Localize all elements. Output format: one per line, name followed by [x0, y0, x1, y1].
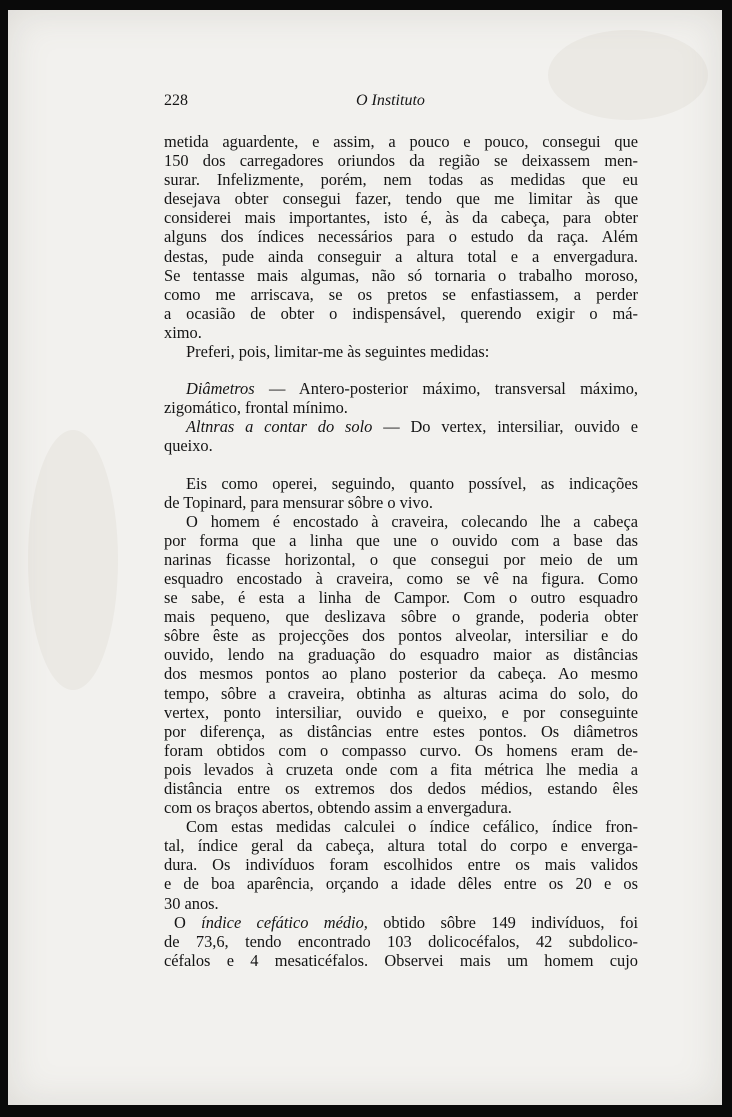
text-line: tal, índice geral da cabeça, altura total do corpo e enverga- [164, 836, 638, 856]
text-line: com os braços abertos, obtendo assim a envergadura. [164, 798, 512, 818]
text-line: a ocasião de obter o indispensável, querendo exigir o má- [164, 303, 638, 323]
text-line: mais pequeno, que deslizava sôbre o grande, poderia obter [164, 607, 638, 627]
text-line: Preferi, pois, limitar-me às seguintes medidas: [186, 342, 490, 362]
paper-stain [28, 430, 118, 690]
text-line: esquadro encostado à craveira, como se vê na figura. Como [164, 568, 638, 588]
page-number: 228 [164, 92, 188, 109]
text-line: queixo. [164, 436, 213, 456]
text-line: surar. Infelizmente, porém, nem todas as medidas que eu [164, 170, 638, 190]
text-line: zigomático, frontal mínimo. [164, 398, 348, 418]
paragraph-gap [164, 456, 638, 474]
text-line: distância entre os extremos dos dedos médios, estando êles [164, 779, 638, 798]
text-line: dura. Os indivíduos foram escolhidos entre os mais validos [164, 855, 638, 875]
text-line: ximo. [164, 322, 202, 342]
text-line [164, 913, 638, 932]
term-diametros: Diâmetros [186, 379, 255, 399]
text-line: por forma que a linha que une o ouvido com a base das [164, 530, 638, 550]
text-line: Se tentasse mais algumas, não só tornaria o trabalho moroso, [164, 265, 638, 285]
text-line: ouvido, lendo na graduação do esquadro maior as distâncias [164, 645, 638, 665]
text-line: foram obtidos com o compasso curvo. Os homens eram de- [164, 740, 638, 760]
text-line: de 73,6, tendo encontrado 103 dolicocéfalos, 42 subdolico- [164, 931, 638, 951]
paragraph-gap [164, 361, 638, 379]
text-line: sôbre êste as projecções dos pontos alveolar, intersiliar e do [164, 626, 638, 646]
definition-text: — Do vertex, intersiliar, ouvido e [372, 417, 638, 437]
text-line: vertex, ponto intersiliar, ouvido e queixo, e por conseguinte [164, 702, 638, 722]
definition-text: — Antero-posterior máximo, transversal máximo, [254, 379, 638, 399]
text-line: se sabe, é esta a linha de Campor. Com o outro esquadro [164, 588, 638, 608]
text-line: tempo, sôbre a craveira, obtinha as alturas acima do solo, do [164, 683, 638, 703]
text-line: metida aguardente, e assim, a pouco e pouco, consegui que [164, 132, 638, 151]
text-line: céfalos e 4 mesaticéfalos. Observei mais um homem cujo [164, 950, 638, 970]
text-prefix: O [174, 912, 202, 932]
text-line: 30 anos. [164, 893, 219, 913]
text-line: 150 dos carregadores oriundos da região se deixassem men- [164, 151, 638, 171]
text-line: dos mesmos pontos ao plano posterior da cabeça. Ao mesmo [164, 664, 638, 684]
text-line: alguns dos índices necessários para o estudo da raça. Além [164, 227, 638, 247]
definition-line [164, 417, 638, 436]
text-line: como me arriscava, se os pretos se enfastiassem, a perder [164, 284, 638, 304]
text-line: considerei mais importantes, isto é, às da cabeça, para obter [164, 208, 638, 228]
text-line: por diferença, as distâncias entre estes pontos. Os diâmetros [164, 721, 638, 741]
running-head [164, 92, 634, 114]
term-alturas: Altnras a contar do solo [186, 417, 373, 437]
text-line: desejava obter consegui fazer, tendo que me limitar às que [164, 189, 638, 209]
text-line: Com estas medidas calculei o índice cefálico, índice fron- [186, 817, 638, 837]
body-text [164, 132, 638, 970]
term-indice-cefalico: índice cefático médio, [201, 912, 368, 932]
text-line: O homem é encostado à craveira, colecando lhe a cabeça [186, 511, 638, 531]
text-rest: obtido sôbre 149 indivíduos, foi [367, 912, 639, 932]
text-line: narinas ficasse horizontal, o que consegui por meio de um [164, 549, 638, 569]
running-title: O Instituto [356, 92, 425, 109]
definition-line [164, 379, 638, 398]
text-line: de Topinard, para mensurar sôbre o vivo. [164, 492, 433, 512]
text-line: Eis como operei, seguindo, quanto possível, as indicações [186, 473, 638, 493]
text-line: pois levados à cruzeta onde com a fita métrica lhe media a [164, 759, 638, 779]
text-line: destas, pude ainda conseguir a altura total e a envergadura. [164, 246, 638, 266]
text-line: e de boa aparência, orçando a idade dêles entre os 20 e os [164, 874, 638, 894]
